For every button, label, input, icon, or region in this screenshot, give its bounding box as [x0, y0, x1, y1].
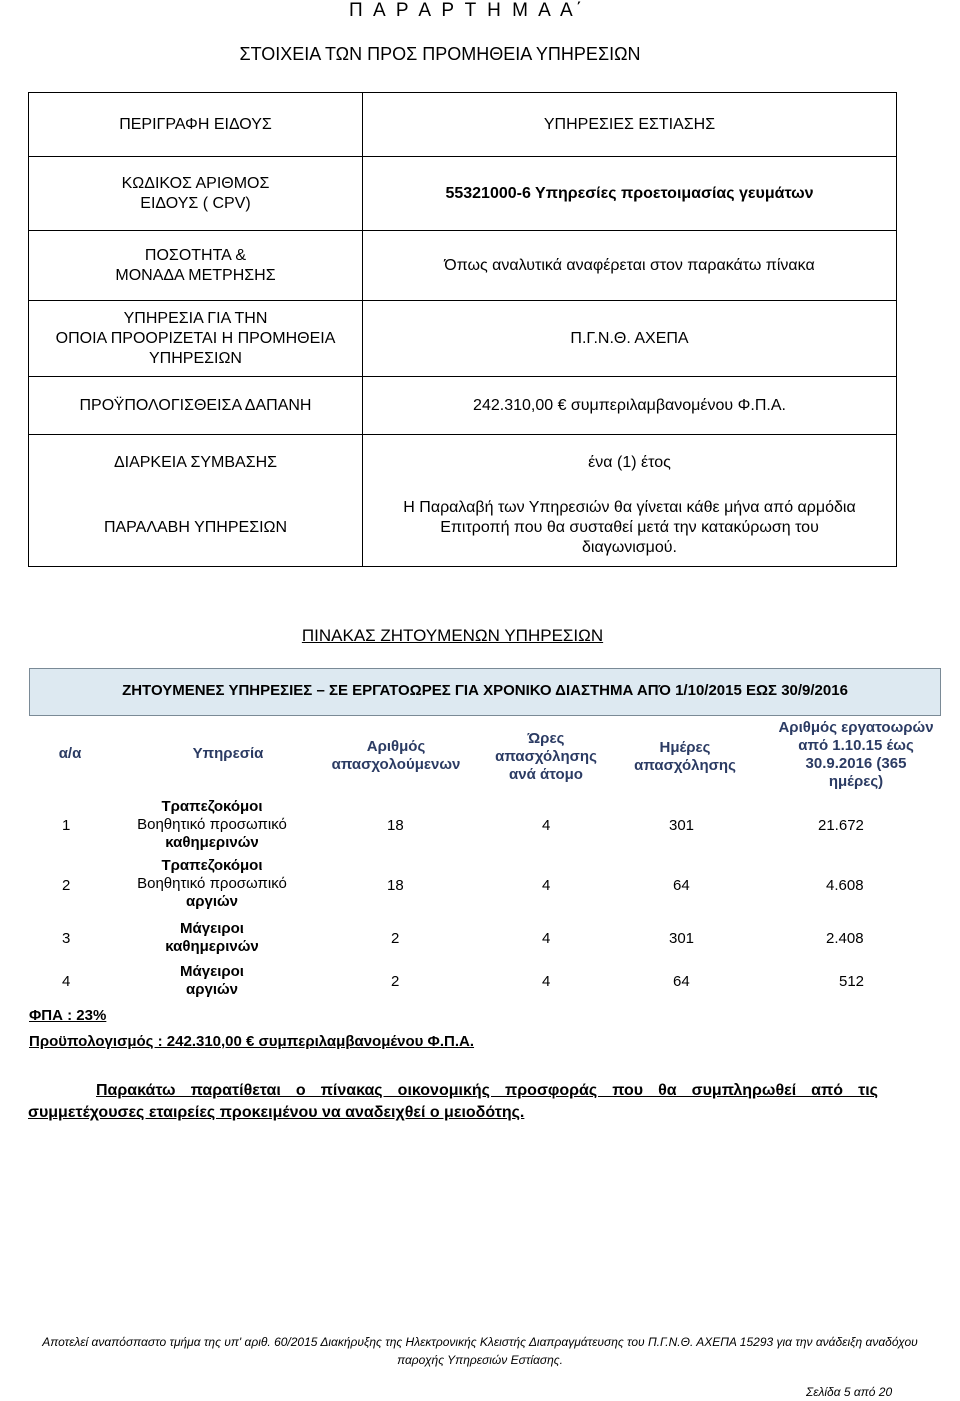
appendix-title: Π Α Ρ Α Ρ Τ Η Μ Α Α΄ — [349, 0, 586, 21]
cpv-value: 55321000-6 Υπηρεσίες προετοιμασίας γευμάτων — [363, 157, 897, 231]
receipt-value-line1: Η Παραλαβή των Υπηρεσιών θα γίνεται κάθε μήνα από αρμόδια — [403, 499, 856, 517]
quantity-label-line1: ΠΟΣΟΤΗΤΑ & — [144, 246, 247, 264]
service-line2: Βοηθητικό προσωπικό — [137, 816, 287, 833]
quantity-label-line2: ΜΟΝΑΔΑ ΜΕΤΡΗΣΗΣ — [115, 266, 276, 284]
budget-label: ΠΡΟΫΠΟΛΟΓΙΣΘΕΙΣΑ ΔΑΠΑΝΗ — [29, 377, 363, 435]
col-header-total-line1: Αριθμός εργατοωρών — [778, 719, 934, 736]
service-line2: αργιών — [185, 981, 239, 998]
service-line1: Τραπεζοκόμοι — [161, 857, 263, 874]
budget-note: Προϋπολογισμός : 242.310,00 € συμπεριλαμβανομένου Φ.Π.Α. — [29, 1033, 475, 1050]
services-section-title: ΠΙΝΑΚΑΣ ΖΗΤΟΥΜΕΝΩΝ ΥΠΗΡΕΣΙΩΝ — [301, 626, 604, 645]
employees-value: 2 — [391, 930, 400, 947]
budget-value: 242.310,00 € συμπεριλαμβανομένου Φ.Π.Α. — [363, 377, 897, 435]
duration-label: ΔΙΑΡΚΕΙΑ ΣΥΜΒΑΣΗΣ — [29, 435, 363, 491]
service-name — [112, 857, 312, 911]
col-header-days-line2: απασχόλησης — [634, 757, 736, 774]
row-number: 1 — [62, 817, 71, 834]
destination-value: Π.Γ.Ν.Θ. ΑΧΕΠΑ — [363, 301, 897, 377]
cpv-label-line1: ΚΩΔΙΚΟΣ ΑΡΙΘΜΟΣ — [121, 174, 270, 192]
quantity-label — [29, 231, 363, 301]
employees-value: 18 — [387, 877, 404, 894]
col-header-total-line3: 30.9.2016 (365 — [805, 755, 907, 772]
document-subtitle: ΣΤΟΙΧΕΙΑ ΤΩΝ ΠΡΟΣ ΠΡΟΜΗΘΕΙΑ ΥΠΗΡΕΣΙΩΝ — [239, 44, 641, 64]
total-value: 2.408 — [826, 930, 864, 947]
footer-line2: παροχής Υπηρεσιών Εστίασης. — [397, 1353, 563, 1367]
destination-label — [29, 301, 363, 377]
col-header-employees — [316, 738, 476, 774]
row-cpv — [29, 157, 897, 231]
service-line1: Τραπεζοκόμοι — [161, 798, 263, 815]
receipt-value-line2: Επιτροπή που θα συσταθεί μετά την κατακύρωση του — [440, 519, 819, 537]
row-receipt — [29, 491, 897, 567]
services-table-title: ΖΗΤΟΥΜΕΝΕΣ ΥΠΗΡΕΣΙΕΣ – ΣΕ ΕΡΓΑΤΟΩΡΕΣ ΓΙΑ ΧΡΟΝΙΚΟ ΔΙΑΣΤΗΜΑ ΑΠΌ 1/10/2015 ΕΩΣ 30/9/2016 — [122, 682, 848, 699]
row-number: 3 — [62, 930, 71, 947]
col-header-aa: α/α — [58, 745, 82, 762]
days-value: 64 — [673, 973, 690, 990]
footer-note — [0, 1333, 960, 1369]
service-line3: καθημερινών — [165, 834, 259, 851]
info-table — [28, 92, 897, 567]
total-value: 512 — [839, 973, 865, 990]
service-line2: Βοηθητικό προσωπικό — [137, 875, 287, 892]
offer-paragraph: Παρακάτω παρατίθεται ο πίνακας οικονομικής προσφοράς που θα συμπληρωθεί από τις συμμετέχουσες εταιρείες προκειμένου να αναδειχθεί ο μειοδότης. — [28, 1082, 878, 1121]
total-value: 4.608 — [826, 877, 864, 894]
col-header-days — [618, 739, 752, 775]
days-value: 301 — [669, 930, 695, 947]
days-value: 64 — [673, 877, 690, 894]
service-name — [112, 798, 312, 852]
service-name — [112, 963, 312, 999]
footer-line1: Αποτελεί αναπόσπαστο τμήμα της υπ' αριθ. 60/2015 Διακήρυξης της Ηλεκτρονικής Κλειστής Διαπραγμάτευσης του Π.Γ.Ν.Θ. ΑΧΕΠΑ 15293 για την ανάδειξη αναδόχου — [42, 1335, 918, 1349]
employees-value: 18 — [387, 817, 404, 834]
employees-value: 2 — [391, 973, 400, 990]
quantity-value: Όπως αναλυτικά αναφέρεται στον παρακάτω πίνακα — [363, 231, 897, 301]
col-header-service: Υπηρεσία — [192, 745, 264, 762]
row-duration — [29, 435, 897, 491]
col-header-hours-line2: απασχόλησης — [495, 748, 597, 765]
hours-value: 4 — [542, 973, 551, 990]
receipt-label: ΠΑΡΑΛΑΒΗ ΥΠΗΡΕΣΙΩΝ — [29, 491, 363, 567]
col-header-total-line4: ημέρες) — [828, 773, 884, 790]
row-destination — [29, 301, 897, 377]
description-label: ΠΕΡΙΓΡΑΦΗ ΕΙΔΟΥΣ — [29, 93, 363, 157]
col-header-total-line2: από 1.10.15 έως — [798, 737, 914, 754]
description-value: ΥΠΗΡΕΣΙΕΣ ΕΣΤΙΑΣΗΣ — [363, 93, 897, 157]
col-header-hours — [478, 730, 614, 784]
hours-value: 4 — [542, 817, 551, 834]
cpv-label — [29, 157, 363, 231]
service-name — [112, 920, 312, 956]
total-value: 21.672 — [818, 817, 864, 834]
destination-label-line2: ΟΠΟΙΑ ΠΡΟΟΡΙΖΕΤΑΙ Η ΠΡΟΜΗΘΕΙΑ — [55, 329, 336, 347]
receipt-value-line3: διαγωνισμού. — [582, 539, 677, 557]
service-line1: Μάγειροι — [180, 963, 244, 980]
page-number: Σελίδα 5 από 20 — [806, 1385, 893, 1399]
row-description — [29, 93, 897, 157]
destination-label-line1: ΥΠΗΡΕΣΙΑ ΓΙΑ ΤΗΝ — [123, 309, 268, 327]
row-number: 2 — [62, 877, 71, 894]
col-header-employees-line1: Αριθμός — [366, 738, 426, 755]
service-line2: καθημερινών — [165, 938, 259, 955]
row-number: 4 — [62, 973, 71, 990]
service-line3: αργιών — [185, 893, 239, 910]
hours-value: 4 — [542, 930, 551, 947]
row-quantity — [29, 231, 897, 301]
service-line1: Μάγειροι — [180, 920, 244, 937]
vat-note: ΦΠΑ : 23% — [29, 1007, 107, 1024]
receipt-value — [363, 491, 897, 567]
col-header-hours-line1: Ώρες — [527, 730, 565, 747]
col-header-hours-line3: ανά άτομο — [509, 766, 583, 783]
col-header-total-hours — [758, 719, 954, 791]
col-header-employees-line2: απασχολούμενων — [331, 756, 461, 773]
cpv-label-line2: ΕΙΔΟΥΣ ( CPV) — [140, 194, 251, 212]
days-value: 301 — [669, 817, 695, 834]
hours-value: 4 — [542, 877, 551, 894]
destination-label-line3: ΥΠΗΡΕΣΙΩΝ — [149, 349, 242, 367]
col-header-days-line1: Ημέρες — [659, 739, 711, 756]
duration-value: ένα (1) έτος — [363, 435, 897, 491]
row-budget — [29, 377, 897, 435]
